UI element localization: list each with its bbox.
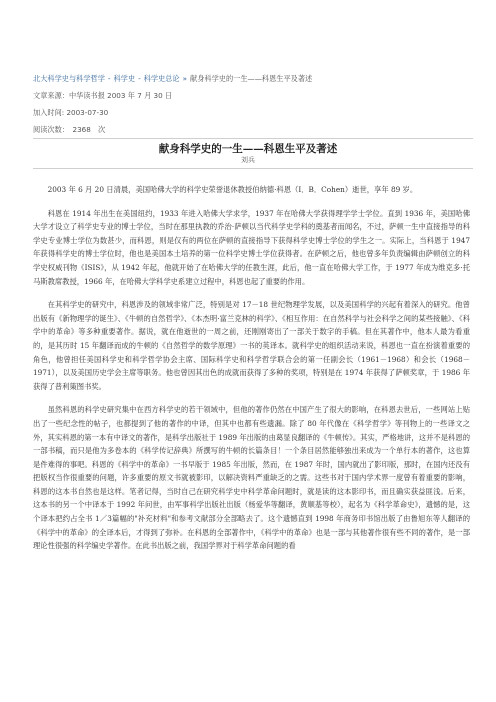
article-title: 献身科学史的一生——科恩生平及著述 <box>158 143 338 155</box>
paragraph: 在其科学史的研究中，科恩涉及的领域非常广泛，特别是对 17－18 世纪物理学发展，以及美国科学的兴起有着深入的研究。他曾出版有《新物理学的诞生》、《牛顿的自然哲学》、《本杰明·富兰克林的科学》、《相互作用：在自然科学与社会科学之间的某些接触》、《科学中的革命》等多种重要著作。据说，就在他逝世的一周之前，还刚刚寄出了一部关于数字的手稿。但在其著作中，他本人最为看重的，是其历时 15 年翻译而成的牛顿的《自然哲学的数学原理》一书的英译本。就科学史的组织活动来说，科恩也一直在扮演着重要的角色，他曾担任美国科学史和科学哲学协会主席、国际科学史和科学哲学联合会的第一任副会长（1961－1968）和会长（1968－1971），以及美国历史学会主席等职务。他也曾因其出色的成就而获得了多种的奖项，特别是在 1974 年获得了萨顿奖章，于 1986 年获得了普利策图书奖。 <box>33 300 470 391</box>
breadcrumb-current: 献身科学史的一生——科恩生平及著述 <box>190 74 313 83</box>
paragraph: 2003 年 6 月 20 日清晨，美国哈佛大学的科学史荣誉退休教授伯纳德·科恩（I．B．Cohen）逝世，享年 89 岁。 <box>47 185 418 194</box>
divider <box>33 168 473 169</box>
breadcrumb-separator: » <box>182 74 188 83</box>
breadcrumb-link-kexueshi-zhexue[interactable]: 北大科学史与科学哲学 <box>33 74 105 83</box>
article-meta <box>33 70 473 138</box>
article-author: 刘兵 <box>241 156 255 164</box>
article-view-count: 阅读次数： 2368 次 <box>33 125 106 134</box>
paragraph: 虽然科恩的科学史研究集中在西方科学史的若干领域中，但他的著作仍然在中国产生了很大的影响，在科恩去世后，一些网站上贴出了一些纪念性的帖子，也都提到了他的著作的中译，但其中也都有些遗漏。除了 80 年代像在《科学哲学》等刊物上的一些译文之外，其实科恩的第一本有中译文的著作，是科学出版社于 1989 年出版的由葛显良翻译的《牛顿传》。其实，严格地讲，这并不是科恩的一部书稿，而只是他为多卷本的《科学传记辞典》所撰写的牛顿的长篇条目！一个条目居然能够独出来成为一个单行本的著作，这也算是件难得的事吧。科恩的《科学中的革命》一书早版于 1985 年出版，然而，在 1987 年时，国内就出了影印版，那时，在国内还没有把版权当作很重要的问题，许多重要的原文书就被影印，以解决资料严重缺乏的之需。这些书对于国内学术界一度曾有着重要的影响，科恩的这本书自然也是这样。笔者记得，当时自己在研究科学史中科学革命问题时，就是读的这本影印书，而且确实获益匪浅。后来，这本书的另一个中译本于 1992 年问世，由军事科学出版社出版（杨爱华等翻译，黄顺基等校），起名为《科学革命史》，遗憾的是，这个译本把约占全书 1／3篇幅的"补充材料"和参考文献部分全部略去了。这个遗憾直到 1998 年商务印书馆出版了由鲁旭东等人翻译的《科学中的革命》的全译本后，才得到了弥补。在科恩的全部著作中，《科学中的革命》也是一部与其他著作很有些不同的著作，是一部理论性很强的科学编史学著作。在此书出版之前，我国学界对于科学革命问题的看 <box>33 405 470 551</box>
article-added-time: 加入时间: 2003-07-30 <box>33 108 109 117</box>
breadcrumb <box>33 70 473 87</box>
breadcrumb-separator: - <box>107 74 111 83</box>
breadcrumb-separator: - <box>138 74 141 83</box>
breadcrumb-link-zonglun[interactable]: 科学史总论 <box>143 74 180 83</box>
article-source: 文章来源：中华读书报 2003 年 7 月 30 日 <box>33 91 173 100</box>
article-body <box>33 183 470 563</box>
breadcrumb-link-kexueshi[interactable]: 科学史 <box>113 74 136 83</box>
paragraph: 科恩在 1914 年出生在美国纽约，1933 年进入哈佛大学求学，1937 年在哈佛大学获得理学学士学位。直到 1936 年，美国哈佛大学才设立了科学史专业的博士学位，当时在那里执教的乔治·萨顿以当代科学史学科的奠基者而闻名，不过，萨顿一生中直接指导的科学史专业博士学位为数甚少，而科恩，则是仅有的两位在萨顿的直接指导下获得科学史博士学位的学生之一。实际上，当科恩于 1947 年获得科学史的博士学位时，他也是美国本土培养的第一位科学史博士学位获得者。在萨顿之后，他也曾多年负责编辑由萨顿创立的科学史权威刊物《ISIS》，从 1942 年起，他就开始了在哈佛大学的任教生涯，此后，他一直在哈佛大学工作，于 1977 年成为维克多·托马斯教席教授，1966 年，在哈佛大学科学史系建立过程中，科恩也起了重要的作用。 <box>33 208 470 286</box>
divider <box>33 138 473 139</box>
